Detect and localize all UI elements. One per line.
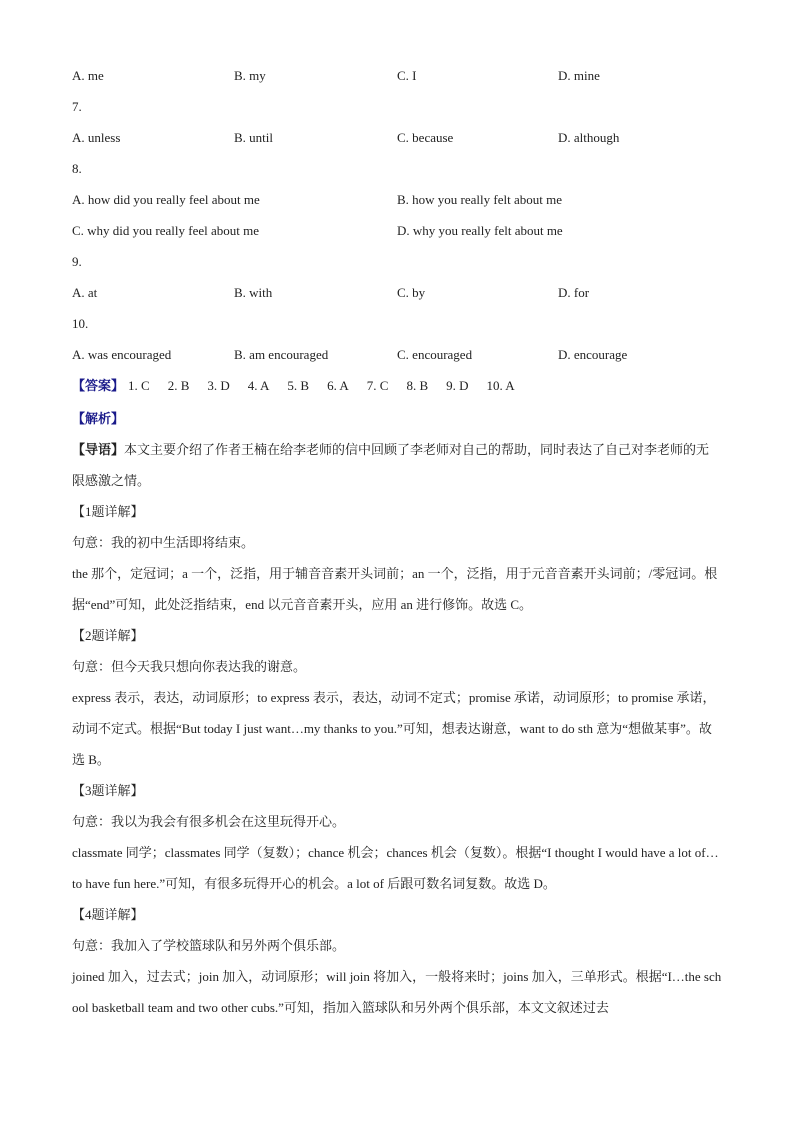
- section-meaning: 句意：我以为我会有很多机会在这里玩得开心。: [72, 814, 346, 829]
- q7-options: [72, 124, 722, 155]
- q8-option-c[interactable]: C. why did you really feel about me: [72, 223, 260, 238]
- answer-item: 3. D: [207, 378, 230, 393]
- q9-option-a[interactable]: A. at: [72, 285, 98, 300]
- q8-options-row2: [72, 217, 722, 248]
- q6-option-b[interactable]: B. my: [234, 68, 266, 83]
- q9-option-d[interactable]: D. for: [558, 285, 590, 300]
- q8-options-row1: [72, 186, 722, 217]
- q9-option-b[interactable]: B. with: [234, 285, 273, 300]
- q10-number-row: [72, 310, 722, 341]
- q8-option-b[interactable]: B. how you really felt about me: [397, 192, 562, 207]
- q9-number-row: [72, 248, 722, 279]
- q10-option-b[interactable]: B. am encouraged: [234, 347, 329, 362]
- section-detail: classmate 同学；classmates 同学（复数）；chance 机会；chances 机会（复数）。根据“I thought I would have a lot of…to have fun here.”可知，有很多玩得开心的机会。a lot of 后跟可数名词复数。故选 D。: [72, 845, 719, 891]
- analysis-label: 【解析】: [72, 411, 125, 426]
- answer-item: 8. B: [406, 378, 429, 393]
- q8-option-d[interactable]: D. why you really felt about me: [397, 223, 563, 238]
- q6-option-c[interactable]: C. I: [397, 68, 417, 83]
- answer-item: 9. D: [446, 378, 469, 393]
- section-title: 【1题详解】: [72, 504, 144, 519]
- answer-label: 【答案】: [72, 378, 125, 393]
- q8-option-a[interactable]: A. how did you really feel about me: [72, 192, 260, 207]
- document-page: [72, 62, 722, 1023]
- section-title: 【3题详解】: [72, 783, 144, 798]
- section-title: 【4题详解】: [72, 907, 144, 922]
- section-meaning: 句意：我的初中生活即将结束。: [72, 535, 255, 550]
- section-title: 【2题详解】: [72, 628, 144, 643]
- q7-option-c[interactable]: C. because: [397, 130, 454, 145]
- guide-label: 【导语】: [72, 442, 125, 457]
- q7-number-row: [72, 93, 722, 124]
- answer-item: 7. C: [366, 378, 389, 393]
- q10-option-c[interactable]: C. encouraged: [397, 347, 473, 362]
- q7-option-a[interactable]: A. unless: [72, 130, 121, 145]
- analysis-heading: [72, 403, 722, 434]
- q10-options: [72, 341, 722, 372]
- q7-option-d[interactable]: D. although: [558, 130, 620, 145]
- section-detail: the 那个，定冠词；a 一个，泛指，用于辅音音素开头词前；an 一个，泛指，用于元音音素开头词前；/零冠词。根据“end”可知，此处泛指结束，end 以元音音素开头，应用 an 进行修饰。故选 C。: [72, 566, 718, 612]
- answer-item: 5. B: [287, 378, 310, 393]
- answer-item: 6. A: [327, 378, 349, 393]
- section-meaning: 句意：但今天我只想向你表达我的谢意。: [72, 659, 307, 674]
- guide-paragraph: [72, 434, 722, 496]
- q9-number: 9.: [72, 254, 82, 269]
- q9-options: [72, 279, 722, 310]
- q9-option-c[interactable]: C. by: [397, 285, 426, 300]
- answer-item: 10. A: [486, 378, 515, 393]
- answer-item: 4. A: [247, 378, 270, 393]
- q6-option-d[interactable]: D. mine: [558, 68, 600, 83]
- q8-number-row: [72, 155, 722, 186]
- q6-option-a[interactable]: A. me: [72, 68, 104, 83]
- q10-number: 10.: [72, 316, 89, 331]
- q7-number: 7.: [72, 99, 82, 114]
- section-detail: express 表示，表达，动词原形；to express 表示，表达，动词不定式；promise 承诺，动词原形；to promise 承诺，动词不定式。根据“But today I just want…my thanks to you.”可知，想表达谢意，want to do sth 意为“想做某事”。故选 B。: [72, 690, 716, 767]
- q6-options: [72, 62, 722, 93]
- answer-key: [72, 372, 722, 403]
- section-detail: joined 加入，过去式；join 加入，动词原形；will join 将加入，一般将来时；joins 加入，三单形式。根据“I…the school basketball team and two other cubs.”可知，指加入篮球队和另外两个俱乐部，本文文叙述过去: [72, 969, 722, 1015]
- answer-item: 1. C: [128, 378, 150, 393]
- answer-item: 2. B: [167, 378, 190, 393]
- q7-option-b[interactable]: B. until: [234, 130, 274, 145]
- q10-option-d[interactable]: D. encourage: [558, 347, 628, 362]
- section-meaning: 句意：我加入了学校篮球队和另外两个俱乐部。: [72, 938, 346, 953]
- q8-number: 8.: [72, 161, 82, 176]
- q10-option-a[interactable]: A. was encouraged: [72, 347, 172, 362]
- guide-text: 本文主要介绍了作者王楠在给李老师的信中回顾了李老师对自己的帮助，同时表达了自己对李老师的无限感激之情。: [72, 442, 710, 488]
